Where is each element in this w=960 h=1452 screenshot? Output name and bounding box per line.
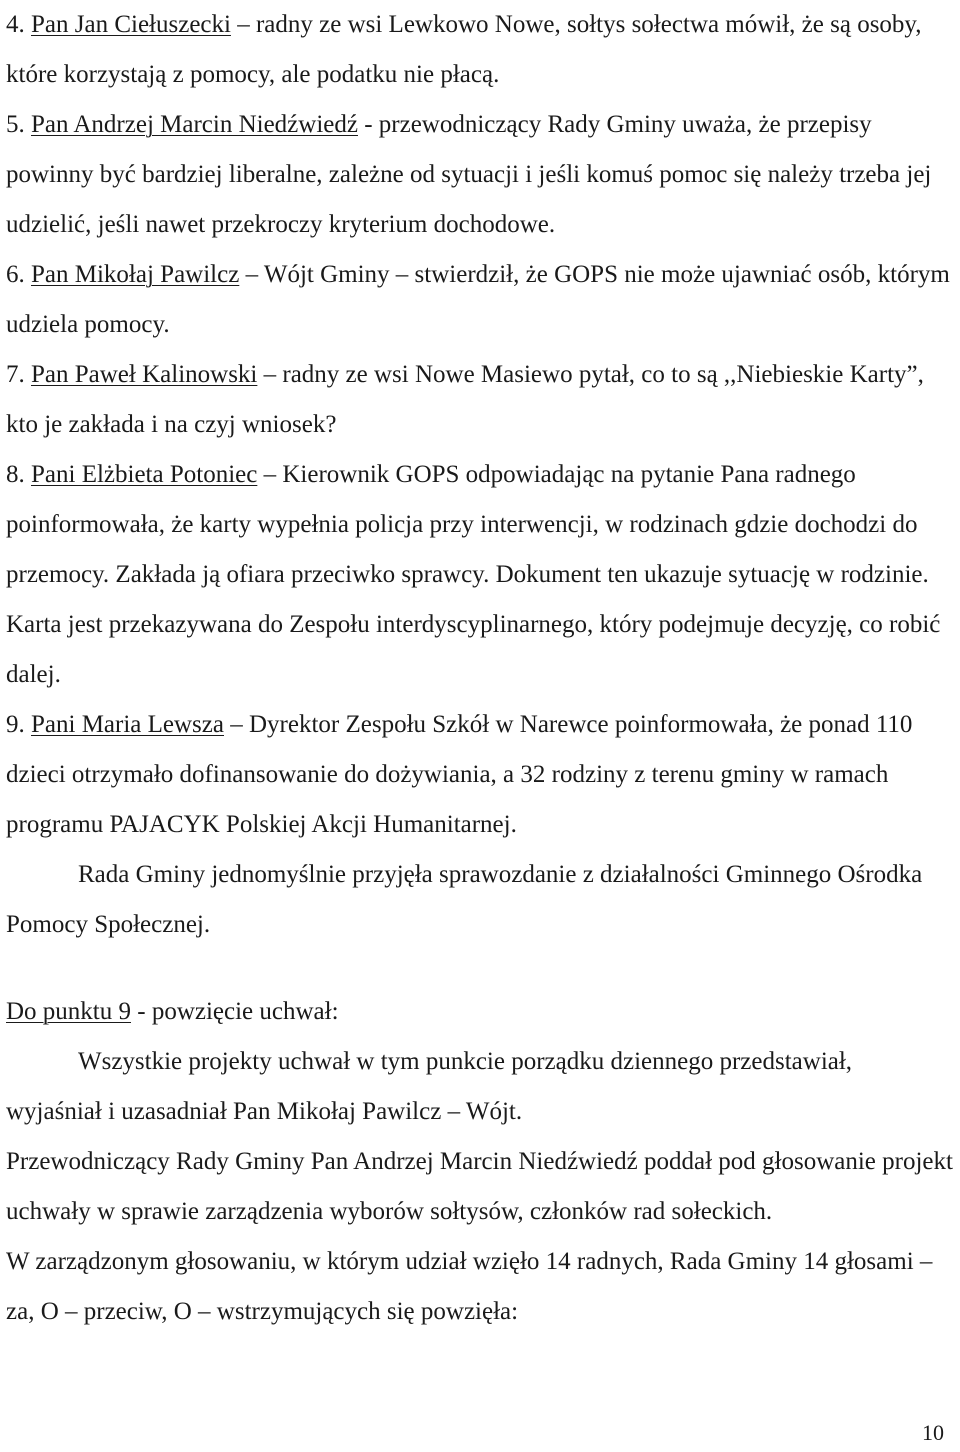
item-text: – Kierownik GOPS odpowiadając na pytanie Pana radnego poinformowała, że karty wypełnia policja przy interwencji, w rodzinach gdzie dochodzi do przemocy. Zakłada ją ofiara przeciwko sprawcy. Dokument ten ukazuje sytuację w rodzinie. Karta jest przekazywana do Zespołu interdyscyplinarnego, który podejmuje decyzję, co robić dalej. — [6, 461, 941, 688]
item-number: 6. — [6, 261, 25, 288]
paragraph-gap — [6, 950, 954, 987]
section-heading — [6, 987, 954, 1037]
speaker-name: Pan Andrzej Marcin Niedźwiedź — [31, 111, 358, 138]
item-5 — [6, 100, 954, 250]
section-paragraph-3: W zarządzonym głosowaniu, w którym udział wzięło 14 radnych, Rada Gminy 14 głosami – za, O – przeciw, O – wstrzymujących się powzięła: — [6, 1248, 933, 1325]
speaker-name: Pan Jan Ciełuszecki — [31, 11, 231, 38]
item-text: – radny ze wsi Lewkowo Nowe, sołtys sołectwa mówił, że są osoby, które korzystają z pomocy, ale podatku nie płacą. — [6, 11, 922, 88]
section-heading-label: Do punktu 9 — [6, 998, 131, 1025]
resolution-paragraph: Rada Gminy jednomyślnie przyjęła sprawozdanie z działalności Gminnego Ośrodka Pomocy Społecznej. — [6, 861, 923, 938]
page-number: 10 — [922, 1420, 944, 1445]
item-9 — [6, 700, 954, 850]
item-8 — [6, 450, 954, 700]
section-heading-rest: - powzięcie uchwał: — [131, 998, 339, 1025]
section-paragraph-2: Przewodniczący Rady Gminy Pan Andrzej Marcin Niedźwiedź poddał pod głosowanie projekt uchwały w sprawie zarządzenia wyborów sołtysów, członków rad sołeckich. — [6, 1148, 953, 1225]
item-6 — [6, 250, 954, 350]
item-number: 4. — [6, 11, 25, 38]
item-text: – Wójt Gminy – stwierdził, że GOPS nie może ujawniać osób, którym udziela pomocy. — [6, 261, 950, 338]
section-paragraph-1: Wszystkie projekty uchwał w tym punkcie porządku dziennego przedstawiał, wyjaśniał i uzasadniał Pan Mikołaj Pawilcz – Wójt. — [6, 1048, 853, 1125]
item-4 — [6, 0, 954, 100]
item-number: 8. — [6, 461, 25, 488]
item-number: 7. — [6, 361, 25, 388]
item-text: – Dyrektor Zespołu Szkół w Narewce poinformowała, że ponad 110 dzieci otrzymało dofinansowanie do dożywiania, a 32 rodziny z terenu gminy w ramach programu PAJACYK Polskiej Akcji Humanitarnej. — [6, 711, 913, 838]
item-number: 9. — [6, 711, 25, 738]
item-number: 5. — [6, 111, 25, 138]
speaker-name: Pani Elżbieta Potoniec — [31, 461, 258, 488]
speaker-name: Pan Paweł Kalinowski — [31, 361, 258, 388]
item-text: – radny ze wsi Nowe Masiewo pytał, co to są ,,Niebieskie Karty”, kto je zakłada i na czyj wniosek? — [6, 361, 924, 438]
document-body — [6, 0, 954, 1337]
speaker-name: Pani Maria Lewsza — [31, 711, 224, 738]
item-text: - przewodniczący Rady Gminy uważa, że przepisy powinny być bardziej liberalne, zależne od sytuacji i jeśli komuś pomoc się należy trzeba jej udzielić, jeśli nawet przekroczy kryterium dochodowe. — [6, 111, 932, 238]
item-7 — [6, 350, 954, 450]
speaker-name: Pan Mikołaj Pawilcz — [31, 261, 240, 288]
